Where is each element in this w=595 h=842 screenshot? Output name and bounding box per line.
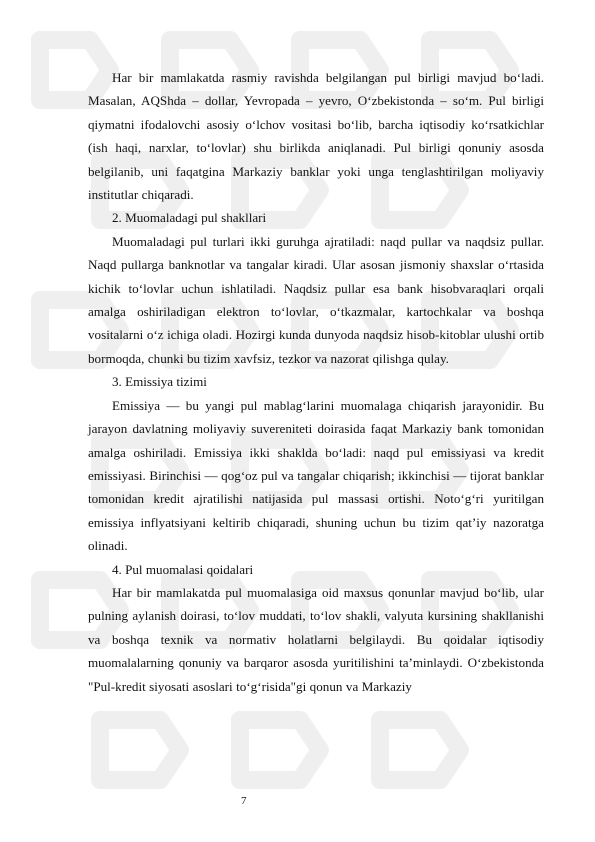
paragraph-monetary-unit: Har bir mamlakatda rasmiy ravishda belgilangan pul birligi mavjud bo‘ladi. Masalan, AQShda – dollar, Yevropada – yevro, O‘zbekistonda – so‘m. Pul birligi qiymatni ifodalovchi asosiy o‘lchov vositasi bo‘lib, barcha iqtisodiy ko‘rsatkichlar (ish haqi, narxlar, to‘lovlar) shu birlikda aniqlanadi. Pul birligi qonuniy asosda belgilanib, uni faqatgina Markaziy banklar yoki unga tenglashtirilgan moliyaviy institutlar chiqaradi. <box>88 70 544 203</box>
document-body <box>88 66 544 698</box>
section-heading-forms-of-money: 2. Muomaladagi pul shakllari <box>112 210 267 226</box>
paragraph-forms-of-money: Muomaladagi pul turlari ikki guruhga ajratiladi: naqd pullar va naqdsiz pullar. Naqd pullarga banknotlar va tangalar kiradi. Ular asosan jismoniy shaxslar o‘rtasida kichik to‘lovlar uchun ishlatiladi. Naqdsiz pullar esa bank hisobvaraqlari orqali amalga oshiriladigan elektron to‘lovlar, o‘tkazmalar, kartochkalar va boshqa vositalarni o‘z ichiga oladi. Hozirgi kunda dunyoda naqdsiz hisob-kitoblar ulushi ortib bormoqda, chunki bu tizim xavfsiz, tezkor va nazorat qilishga qulay. <box>88 233 544 366</box>
section-heading-emission-system: 3. Emissiya tizimi <box>112 374 207 390</box>
section-heading-circulation-rules: 4. Pul muomalasi qoidalari <box>112 561 254 577</box>
paragraph-emission-system: Emissiya — bu yangi pul mablag‘larini muomalaga chiqarish jarayonidir. Bu jarayon davlatning moliyaviy suvereniteti doirasida faqat Markaziy bank tomonidan amalga oshiriladi. Emissiya ikki shaklda bo‘ladi: naqd pul emissiyasi va kredit emissiyasi. Birinchisi — qog‘oz pul va tangalar chiqarish; ikkinchisi — tijorat banklar tomonidan kredit ajratilishi natijasida pul massasi ortishi. Noto‘g‘ri yuritilgan emissiya inflyatsiyani keltirib chiqaradi, shuning uchun bu tizim qat’iy nazoratga olinadi. <box>88 397 544 554</box>
paragraph-circulation-rules: Har bir mamlakatda pul muomalasiga oid maxsus qonunlar mavjud bo‘lib, ular pulning aylanish doirasi, to‘lov muddati, to‘lov shakli, valyuta kursining shakllanishi va boshqa texnik va normativ holatlarni belgilaydi. Bu qoidalar iqtisodiy muomalalarning qonuniy va barqaror asosda yuritilishini ta’minlaydi. O‘zbekistonda "Pul-kredit siyosati asoslari to‘g‘risida"gi qonun va Markaziy <box>88 584 544 694</box>
page-number: 7 <box>241 795 247 807</box>
